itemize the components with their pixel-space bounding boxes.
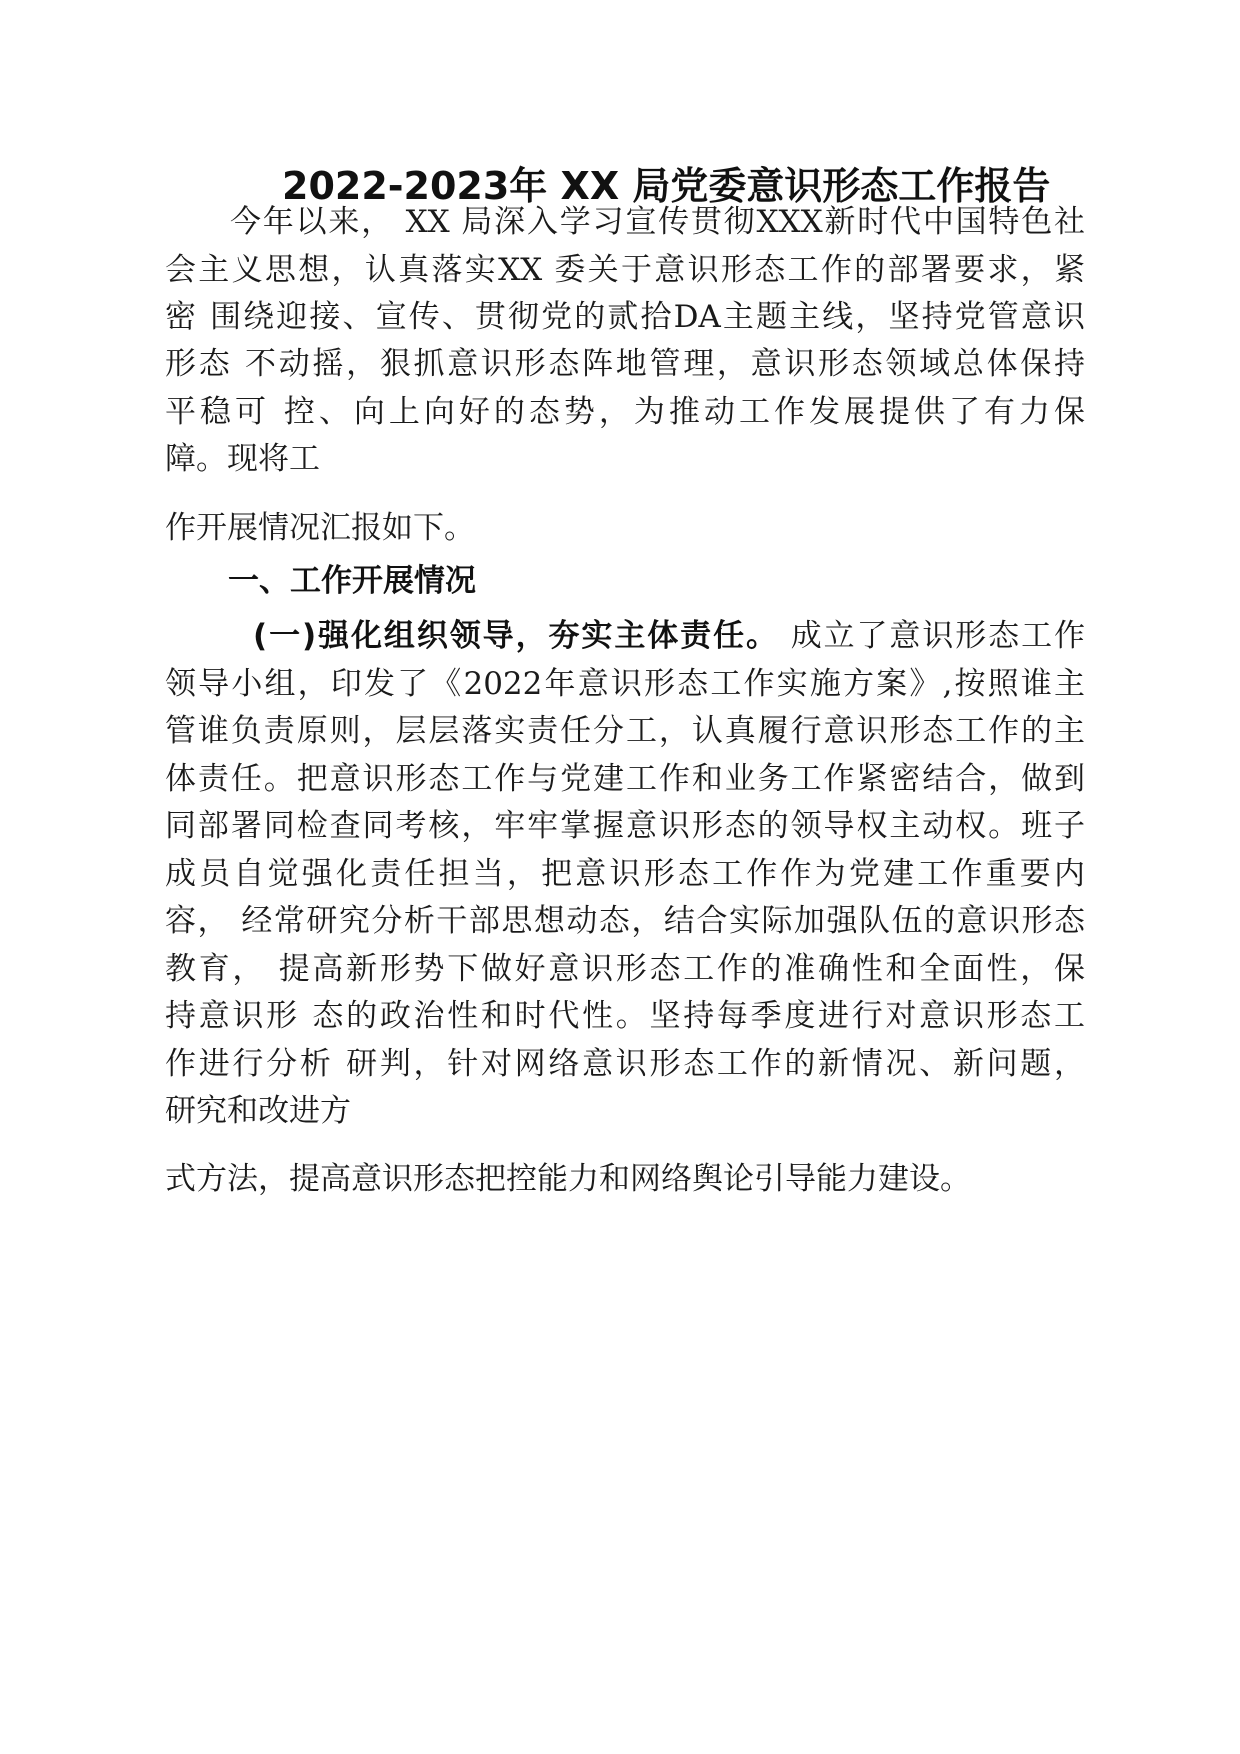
intro-line-1: 今年以来， XX 局深入学习宣传贯彻XXX新时代中国特色社 (230, 204, 1085, 240)
subsection-first-line (253, 614, 1085, 658)
subsection-line-10: 作进行分析 研判，针对网络意识形态工作的新情况、新问题， (165, 1046, 1085, 1082)
section-heading: 一、工作开展情况 (228, 563, 476, 599)
intro-line-5: 平稳可 控、向上向好的态势，为推动工作发展提供了有力保 (165, 394, 1085, 430)
subsection-line-1: 成立了意识形态工作 (790, 618, 1086, 654)
intro-line-6: 障。现将工 (165, 441, 320, 477)
subsection-heading: (一)强化组织领导，夯实主体责任。 (253, 618, 779, 654)
subsection-line-11: 研究和改进方 (165, 1093, 351, 1129)
subsection-line-6: 成员自觉强化责任担当，把意识形态工作作为党建工作重要内 (165, 856, 1085, 892)
subsection-line-8: 教育， 提高新形势下做好意识形态工作的准确性和全面性，保 (165, 951, 1085, 987)
intro-line-7: 作开展情况汇报如下。 (165, 510, 475, 546)
subsection-line-9: 持意识形 态的政治性和时代性。坚持每季度进行对意识形态工 (165, 998, 1085, 1034)
intro-line-3: 密 围绕迎接、宣传、贯彻党的贰拾DA主题主线，坚持党管意识 (165, 299, 1085, 335)
subsection-line-3: 管谁负责原则，层层落实责任分工，认真履行意识形态工作的主 (165, 713, 1085, 749)
subsection-line-7: 容， 经常研究分析干部思想动态，结合实际加强队伍的意识形态 (165, 903, 1085, 939)
intro-line-2: 会主义思想，认真落实XX 委关于意识形态工作的部署要求，紧 (165, 252, 1085, 288)
document-title: 2022-2023年 XX 局党委意识形态工作报告 (282, 164, 1051, 208)
subsection-line-5: 同部署同检查同考核，牢牢掌握意识形态的领导权主动权。班子 (165, 808, 1085, 844)
subsection-line-4: 体责任。把意识形态工作与党建工作和业务工作紧密结合，做到 (165, 761, 1085, 797)
subsection-line-2: 领导小组，印发了《2022年意识形态工作实施方案》,按照谁主 (165, 666, 1085, 702)
subsection-line-12: 式方法，提高意识形态把控能力和网络舆论引导能力建设。 (165, 1161, 971, 1197)
intro-line-4: 形态 不动摇，狠抓意识形态阵地管理，意识形态领域总体保持 (165, 346, 1085, 382)
